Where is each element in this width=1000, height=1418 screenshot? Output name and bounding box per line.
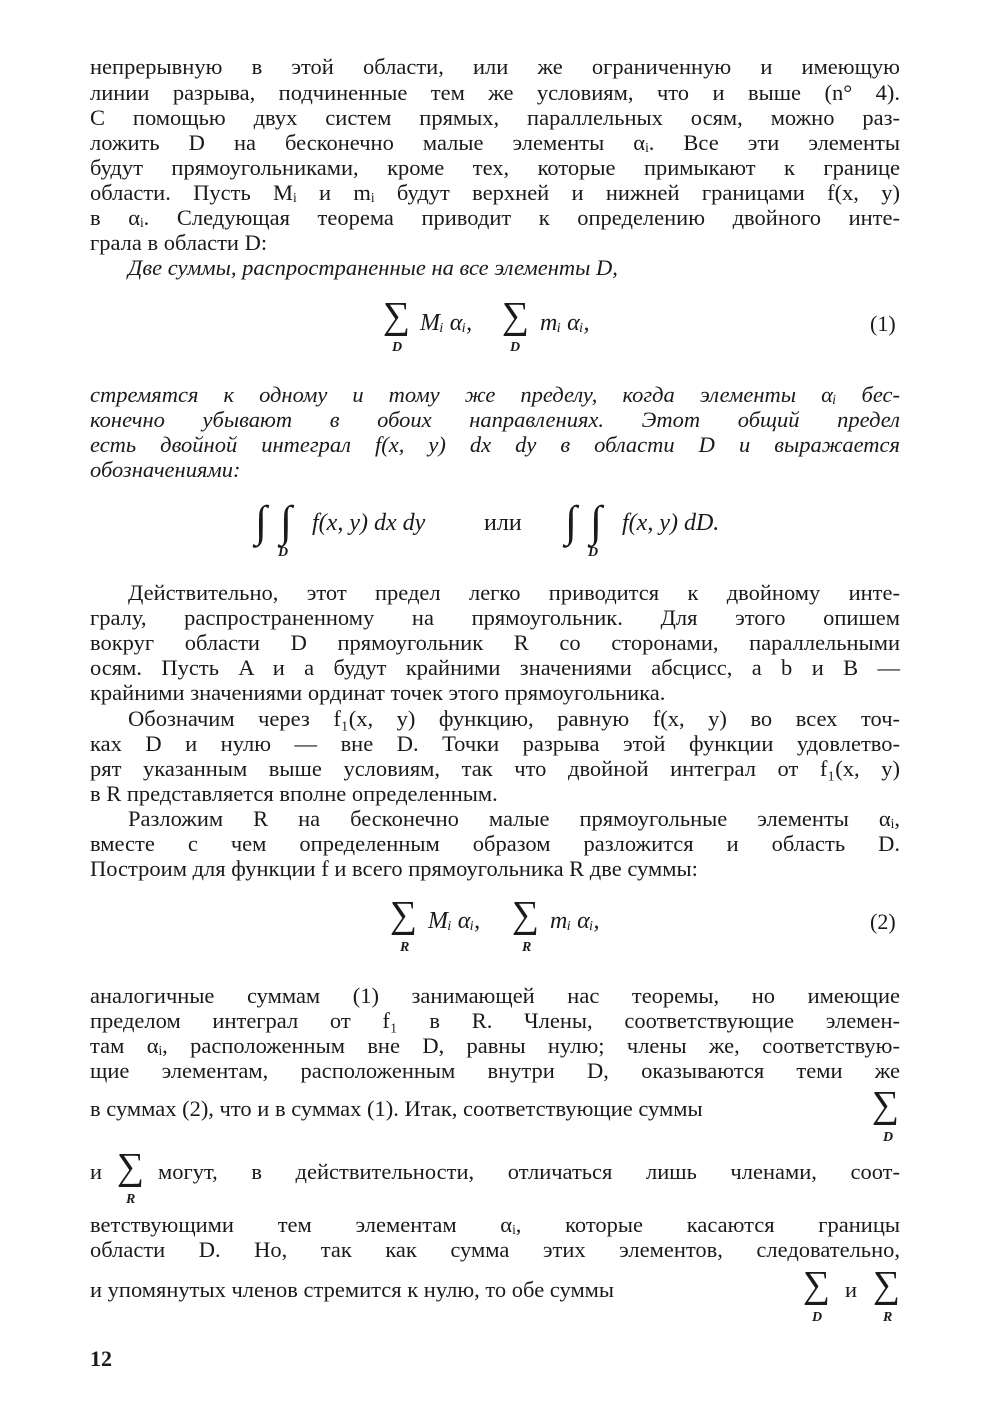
text-line: вокруг области D прямоугольник R со сторонами, параллельными — [90, 630, 900, 655]
text-line: и — [845, 1277, 858, 1302]
integral-domain: D — [278, 545, 289, 560]
theorem-line: есть двойной интеграл f(x, y) dx dy в области D и выражается — [90, 432, 900, 457]
text-line: Разложим R на бесконечно малые прямоугольные элементы αᵢ, — [128, 806, 900, 831]
sum-index: D — [510, 340, 521, 355]
sum-index: D — [883, 1130, 894, 1145]
sum-index: R — [883, 1310, 893, 1325]
text-line: области. Пусть Mᵢ и mᵢ будут верхней и нижней границами f(x, y) — [90, 180, 900, 205]
text-line: крайними значениями ординат точек этого прямоугольника. — [90, 680, 666, 705]
text-line: области D. Но, так как сумма этих элементов, следовательно, — [90, 1237, 900, 1262]
sum-sign: ∑ — [872, 1084, 900, 1126]
text-line: будут прямоугольниками, кроме тех, которые примыкают к границе — [90, 155, 900, 180]
text-line: могут, в действительности, отличаться лишь членами, соот- — [158, 1159, 900, 1184]
sum-index: R — [522, 940, 532, 955]
sum-index: R — [400, 940, 410, 955]
sum-sign: ∑ — [390, 894, 418, 936]
integral-domain: D — [588, 545, 599, 560]
equation-number: (1) — [870, 311, 896, 336]
sum-sign: ∑ — [502, 295, 530, 337]
text-line: грала в области D: — [90, 230, 268, 255]
theorem-line: обозначениями: — [90, 457, 241, 482]
sum-sign: ∑ — [873, 1264, 901, 1306]
text-line: и — [90, 1159, 103, 1184]
theorem-line: Две суммы, распространенные на все элементы D, — [128, 255, 618, 280]
text-line: и упомянутых членов стремится к нулю, то обе суммы — [90, 1277, 615, 1302]
sum-index: D — [812, 1310, 823, 1325]
text-line: рят указанным выше условиям, так что двойной интеграл от f₁(x, y) — [90, 756, 900, 781]
sum-index: R — [126, 1192, 136, 1207]
text-line: в R представляется вполне определенным. — [90, 781, 498, 806]
text-line: в суммах (2), что и в суммах (1). Итак, соответствующие суммы — [90, 1096, 703, 1121]
text-line: линии разрыва, подчиненные тем же условиям, что и выше (n° 4). — [90, 80, 900, 105]
text-line: пределом интеграл от f₁ в R. Члены, соответствующие элемен- — [90, 1008, 900, 1033]
text-line: ветствующими тем элементам αᵢ, которые касаются границы — [90, 1212, 900, 1237]
integral-expression: f(x, y) dD. — [622, 510, 720, 536]
sum-sign: ∑ — [117, 1146, 145, 1188]
text-line: Действительно, этот предел легко приводится к двойному инте- — [128, 580, 900, 605]
sum-term: mᵢ αᵢ, — [550, 908, 600, 934]
theorem-line: стремятся к одному и тому же пределу, когда элементы αᵢ бес- — [90, 382, 900, 407]
or-word: или — [484, 510, 522, 536]
text-line: гралу, распространенному на прямоугольник. Для этого опишем — [90, 605, 900, 630]
integral-sign: ∫ — [255, 497, 268, 546]
equation-number: (2) — [870, 909, 896, 934]
integral-sign: ∫ — [565, 497, 578, 546]
sum-term: Mᵢ αᵢ, — [420, 310, 473, 336]
text-line: Построим для функции f и всего прямоугольника R две суммы: — [90, 856, 698, 881]
text-line: ложить D на бесконечно малые элементы αᵢ. Все эти элементы — [90, 130, 900, 155]
page-number: 12 — [90, 1346, 112, 1371]
sum-sign: ∑ — [803, 1264, 831, 1306]
text-line: в αᵢ. Следующая теорема приводит к определению двойного инте- — [90, 205, 900, 230]
text-line: Обозначим через f₁(x, y) функцию, равную f(x, y) во всех точ- — [128, 706, 900, 731]
text-line: там αᵢ, расположенным вне D, равны нулю; члены же, соответствую- — [90, 1033, 900, 1058]
theorem-line: конечно убывают в обоих направлениях. Этот общий предел — [90, 407, 900, 432]
text-line: ках D и нулю — вне D. Точки разрыва этой функции удовлетво- — [90, 731, 900, 756]
text-line: аналогичные суммам (1) занимающей нас теоремы, но имеющие — [90, 983, 900, 1008]
text-line: щие элементам, расположенным внутри D, оказываются теми же — [90, 1058, 900, 1083]
sum-term: mᵢ αᵢ, — [540, 310, 590, 336]
text-line: С помощью двух систем прямых, параллельных осям, можно раз- — [90, 105, 900, 130]
integral-sign: ∫ — [280, 497, 293, 546]
sum-term: Mᵢ αᵢ, — [428, 908, 481, 934]
sum-sign: ∑ — [512, 894, 540, 936]
sum-index: D — [392, 340, 403, 355]
integral-expression: f(x, y) dx dy — [312, 510, 426, 536]
text-line: осям. Пусть A и a будут крайними значениями абсцисс, а b и B — — [90, 655, 900, 680]
text-line: непрерывную в этой области, или же ограниченную и имеющую — [90, 54, 900, 79]
sum-sign: ∑ — [383, 295, 411, 337]
integral-sign: ∫ — [590, 497, 603, 546]
text-line: вместе с чем определенным образом разложится и область D. — [90, 831, 900, 856]
